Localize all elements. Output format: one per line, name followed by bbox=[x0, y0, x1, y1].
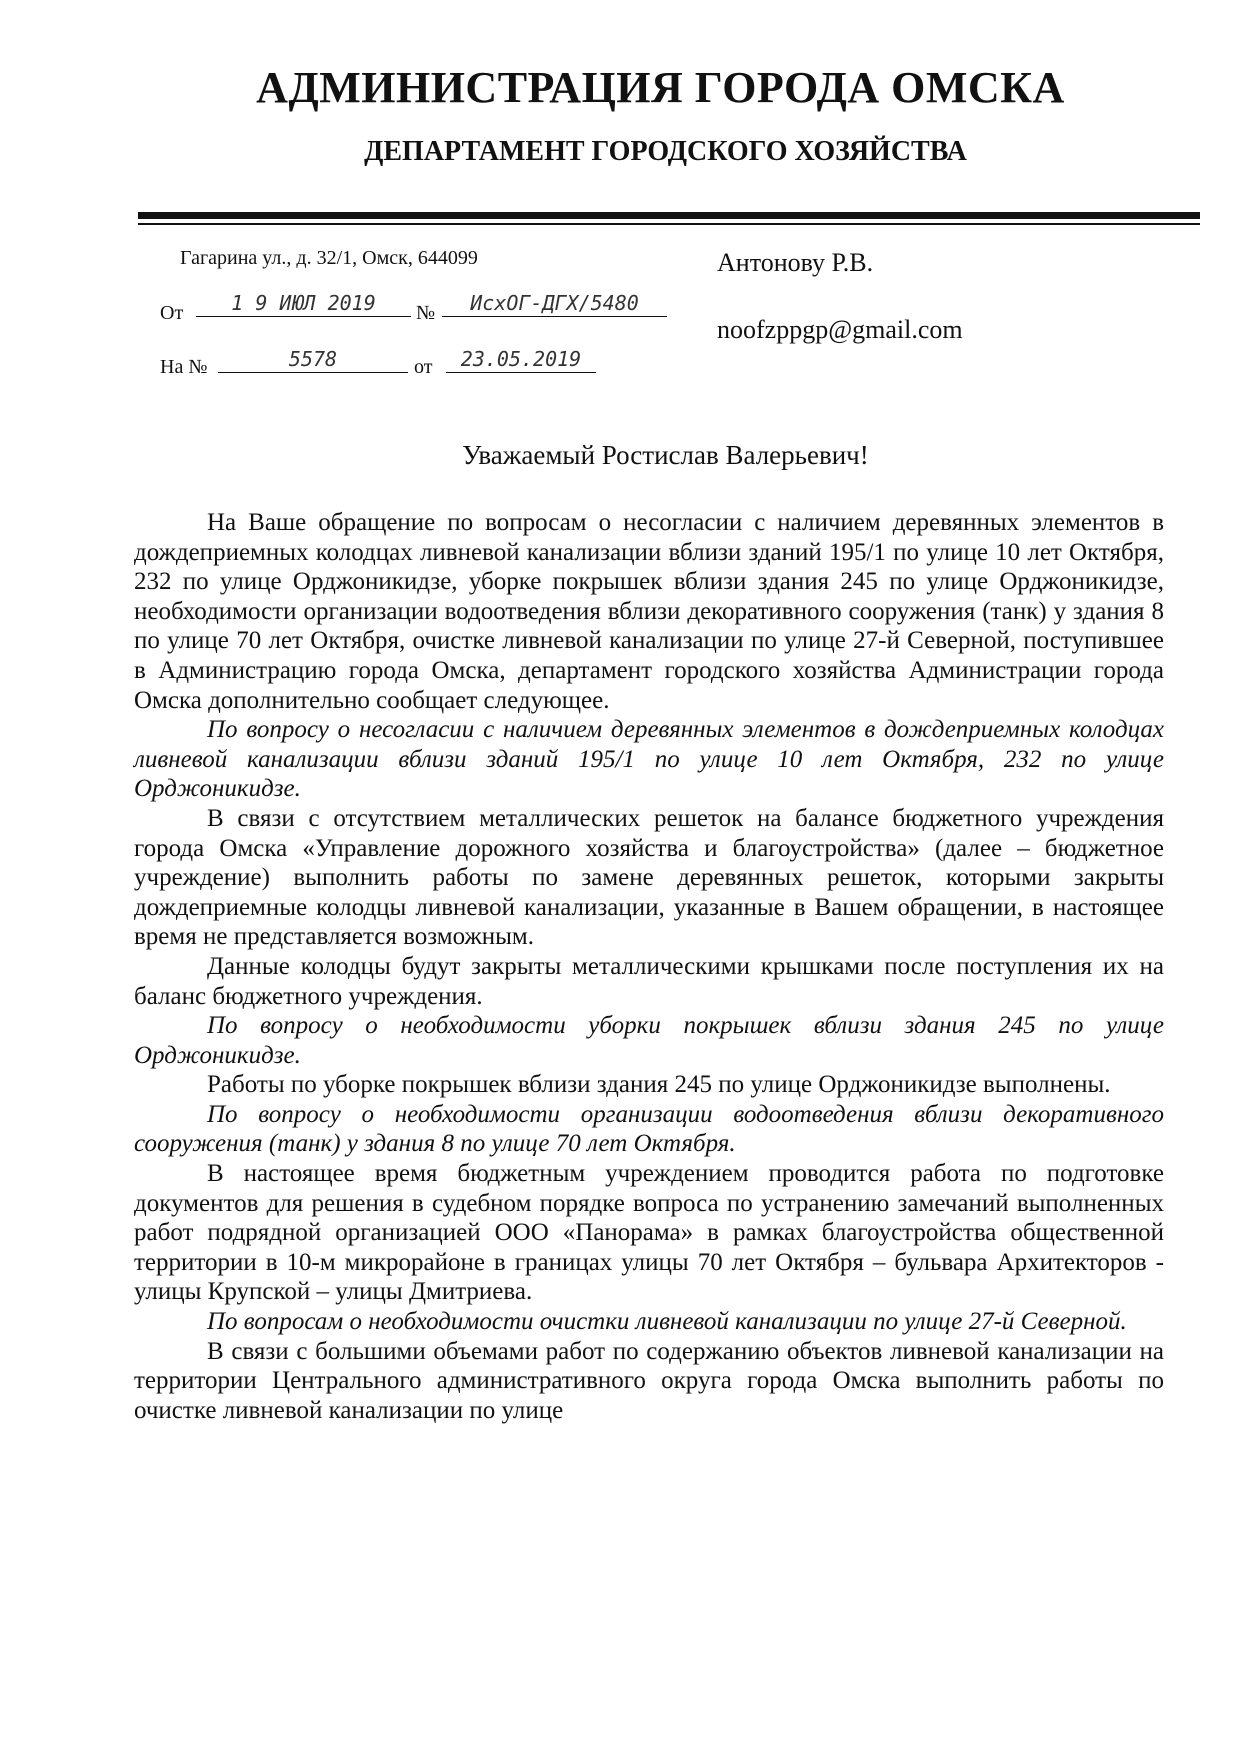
sender-address: Гагарина ул., д. 32/1, Омск, 644099 bbox=[180, 247, 478, 269]
reply-date-field: 23.05.2019 bbox=[446, 346, 596, 373]
topic-heading-drainage: По вопросу о необходимости организации водоотведения вблизи декоративного сооружения (танк) у здания 8 по улице 70 лет Октября. bbox=[134, 1100, 1164, 1158]
paragraph-drainage: В настоящее время бюджетным учреждением проводится работа по подготовке документов для решения в судебном порядке вопроса по устранению замечаний выполненных работ подрядной организацией ООО «Панорама» в рамках благоустройства общественной территории в 10-м микрорайоне в границах улицы 70 лет Октября – бульвара Архитекторов - улицы Крупской – улицы Дмитриева. bbox=[134, 1160, 1164, 1306]
paragraph-intro: На Ваше обращение по вопросам о несогласии с наличием деревянных элементов в дождеприемных колодцах ливневой канализации вблизи зданий 195/1 по улице 10 лет Октября, 232 по улице Орджоникидзе, уборке покрышек вблизи здания 245 по улице Орджоникидзе, необходимости организации водоотведения вблизи декоративного сооружения (танк) у здания 8 по улице 70 лет Октября, очистке ливневой канализации по улице 27-й Северной, поступившее в Администрацию города Омска, департамент городского хозяйства Администрации города Омска дополнительно сообщает следующее. bbox=[134, 509, 1164, 714]
letter-body bbox=[134, 508, 1164, 1425]
paragraph-sewer-cleaning: В связи с большими объемами работ по содержанию объектов ливневой канализации на территории Центрального административного округа города Омска выполнить работы по очистке ливневой канализации по улице bbox=[134, 1337, 1164, 1424]
organization-title: АДМИНИСТРАЦИЯ ГОРОДА ОМСКА bbox=[256, 63, 1065, 112]
reply-label: На № bbox=[160, 356, 208, 378]
topic-heading-wooden-elements: По вопросу о несогласии с наличием деревянных элементов в дождеприемных колодцах ливневой канализации вблизи зданий 195/1 по улице 10 лет Октября, 232 по улице Орджоникидзе. bbox=[134, 716, 1164, 803]
reply-date-label: от bbox=[414, 356, 433, 378]
topic-heading-sewer-cleaning: По вопросам о необходимости очистки ливневой канализации по улице 27-й Северной. bbox=[207, 1308, 1127, 1336]
number-label: № bbox=[416, 302, 436, 324]
from-label: От bbox=[160, 302, 184, 324]
greeting: Уважаемый Ростислав Валерьевич! bbox=[462, 440, 869, 470]
from-date-field: 1 9 ИЮЛ 2019 bbox=[196, 290, 411, 317]
header-rule-thin bbox=[138, 223, 1200, 225]
reply-number-field: 5578 bbox=[218, 346, 408, 373]
department-title: ДЕПАРТАМЕНТ ГОРОДСКОГО ХОЗЯЙСТВА bbox=[364, 136, 967, 167]
paragraph-grates: В связи с отсутствием металлических решеток на балансе бюджетного учреждения города Омска «Управление дорожного хозяйства и благоустройства» (далее – бюджетное учреждение) выполнить работы по замене деревянных решеток, которыми закрыты дождеприемные колодцы ливневой канализации, указанные в Вашем обращении, в настоящее время не представляется возможным. bbox=[134, 804, 1164, 951]
header-rule-thick bbox=[138, 212, 1200, 219]
recipient-name: Антонову Р.В. bbox=[717, 248, 874, 277]
paragraph-tires: Работы по уборке покрышек вблизи здания 245 по улице Орджоникидзе выполнены. bbox=[207, 1071, 1111, 1099]
topic-heading-tires: По вопросу о необходимости уборки покрышек вблизи здания 245 по улице Орджоникидзе. bbox=[134, 1012, 1164, 1069]
paragraph-covers: Данные колодцы будут закрыты металлическими крышками после поступления их на баланс бюджетного учреждения. bbox=[134, 952, 1164, 1010]
number-field: ИсхОГ-ДГХ/5480 bbox=[442, 290, 667, 317]
recipient-email: noofzppgp@gmail.com bbox=[717, 315, 963, 344]
